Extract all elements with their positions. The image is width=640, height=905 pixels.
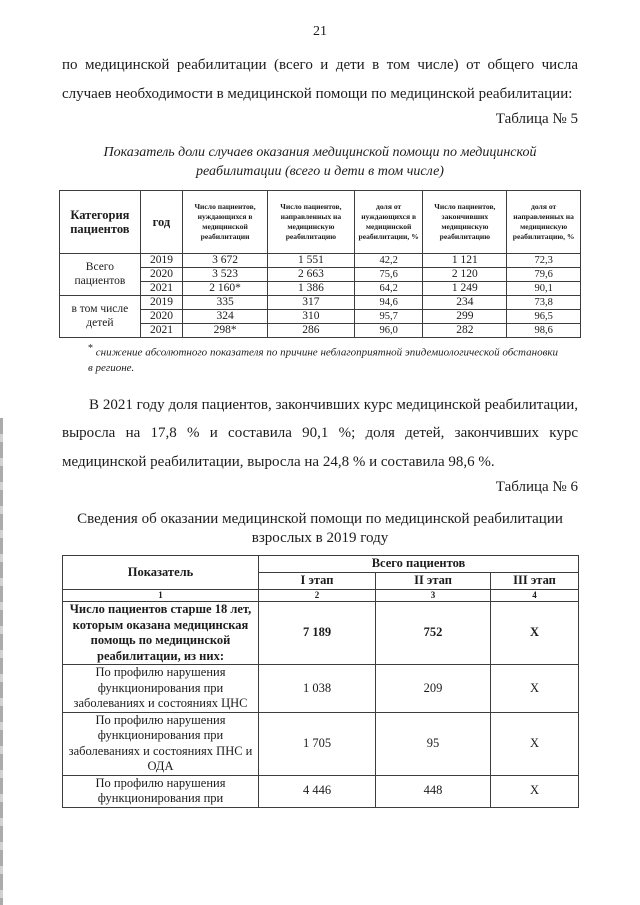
table5-label: Таблица № 5	[495, 111, 578, 127]
cell: 282	[423, 324, 507, 338]
cell: 3 672	[183, 254, 268, 268]
cell: 3 523	[183, 268, 268, 282]
cell: 90,1	[507, 282, 581, 296]
cell: 4 446	[259, 775, 376, 807]
category-cell: Всего пациентов	[60, 254, 141, 296]
header-stage-1: I этап	[259, 573, 376, 590]
cell: 1 038	[259, 665, 376, 713]
header-completed: Число пациентов, закончивших медицинскую реабилитацию	[423, 191, 507, 254]
cell: 299	[423, 310, 507, 324]
cell: 324	[183, 310, 268, 324]
cell: 1 551	[267, 254, 354, 268]
col-number: 1	[63, 590, 259, 602]
category-cell: в том числе детей	[60, 296, 141, 338]
table5-footnote	[88, 341, 558, 376]
cell: 79,6	[507, 268, 581, 282]
cell: 75,6	[354, 268, 423, 282]
table-row	[60, 254, 581, 268]
scan-artifact-left-edge	[0, 418, 3, 905]
cell: 310	[267, 310, 354, 324]
table5-title: Показатель доли случаев оказания медицинской помощи по медицинской реабилитации (всего и дети в том числе)	[103, 145, 537, 179]
cell: 286	[267, 324, 354, 338]
table-row	[63, 665, 579, 713]
cell: 7 189	[259, 602, 376, 665]
cell: 234	[423, 296, 507, 310]
table-row	[63, 712, 579, 775]
cell: 752	[376, 602, 491, 665]
cell: 73,8	[507, 296, 581, 310]
cell: 2 663	[267, 268, 354, 282]
header-share-needing: доля от нуждающихся в медицинской реабилитации, %	[354, 191, 423, 254]
col-number: 4	[491, 590, 579, 602]
cell: 448	[376, 775, 491, 807]
cell: 1 386	[267, 282, 354, 296]
indicator-cell: Число пациентов старше 18 лет, которым оказана медицинская помощь по медицинской реабилитации, из них:	[63, 602, 259, 665]
table6-title: Сведения об оказании медицинской помощи по медицинской реабилитации взрослых в 2019 году	[77, 511, 563, 547]
cell: 2019	[140, 296, 182, 310]
cell: 209	[376, 665, 491, 713]
cell: 2021	[140, 282, 182, 296]
indicator-cell: По профилю нарушения функционирования при заболеваниях и состояниях ЦНС	[63, 665, 259, 713]
cell: 298*	[183, 324, 268, 338]
cell: 2020	[140, 310, 182, 324]
cell: 94,6	[354, 296, 423, 310]
cell: 1 705	[259, 712, 376, 775]
table6	[62, 555, 579, 808]
cell: 95,7	[354, 310, 423, 324]
col-number: 2	[259, 590, 376, 602]
cell: Х	[491, 712, 579, 775]
header-stage-3: III этап	[491, 573, 579, 590]
cell: 98,6	[507, 324, 581, 338]
cell: Х	[491, 602, 579, 665]
table5	[59, 190, 581, 338]
col-number: 3	[376, 590, 491, 602]
header-share-referred: доля от направленных на медицинскую реабилитацию, %	[507, 191, 581, 254]
cell: 72,3	[507, 254, 581, 268]
table6-header-row	[63, 556, 579, 573]
cell: 96,0	[354, 324, 423, 338]
footnote-marker: *	[88, 343, 93, 354]
cell: 95	[376, 712, 491, 775]
cell: 2019	[140, 254, 182, 268]
document-page	[62, 24, 578, 808]
header-stage-2: II этап	[376, 573, 491, 590]
table6-numbering-row	[63, 590, 579, 602]
cell: Х	[491, 665, 579, 713]
cell: 96,5	[507, 310, 581, 324]
cell: 2021	[140, 324, 182, 338]
cell: 335	[183, 296, 268, 310]
cell: 64,2	[354, 282, 423, 296]
header-referred: Число пациентов, направленных на медицинскую реабилитацию	[267, 191, 354, 254]
table-row	[63, 602, 579, 665]
header-group: Всего пациентов	[259, 556, 579, 573]
cell: 317	[267, 296, 354, 310]
footnote-text: снижение абсолютного показателя по причине неблагоприятной эпидемиологической обстановки в регионе.	[88, 346, 558, 374]
cell: 1 121	[423, 254, 507, 268]
header-year: год	[140, 191, 182, 254]
cell: 2 160*	[183, 282, 268, 296]
body-paragraph: В 2021 году доля пациентов, закончивших курс медицинской реабилитации, выросла на 17,8 % и составила 90,1 %; доля детей, закончивших курс медицинской реабилитации, выросла на 24,8 % и составила 98,6 %.	[62, 396, 578, 470]
header-category: Категория пациентов	[60, 191, 141, 254]
indicator-cell: По профилю нарушения функционирования при заболеваниях и состояниях ПНС и ОДА	[63, 712, 259, 775]
header-indicator: Показатель	[63, 556, 259, 590]
table6-label: Таблица № 6	[495, 479, 578, 496]
header-needing: Число пациентов, нуждающихся в медицинской реабилитации	[183, 191, 268, 254]
indicator-cell: По профилю нарушения функционирования при	[63, 775, 259, 807]
cell: 1 249	[423, 282, 507, 296]
page-number: 21	[313, 24, 327, 39]
cell: 2 120	[423, 268, 507, 282]
cell: Х	[491, 775, 579, 807]
table5-header-row	[60, 191, 581, 254]
table-row	[63, 775, 579, 807]
cell: 2020	[140, 268, 182, 282]
table-row	[60, 296, 581, 310]
cell: 42,2	[354, 254, 423, 268]
intro-paragraph: по медицинской реабилитации (всего и дети в том числе) от общего числа случаев необходимости в медицинской помощи по медицинской реабилитации:	[62, 57, 578, 102]
